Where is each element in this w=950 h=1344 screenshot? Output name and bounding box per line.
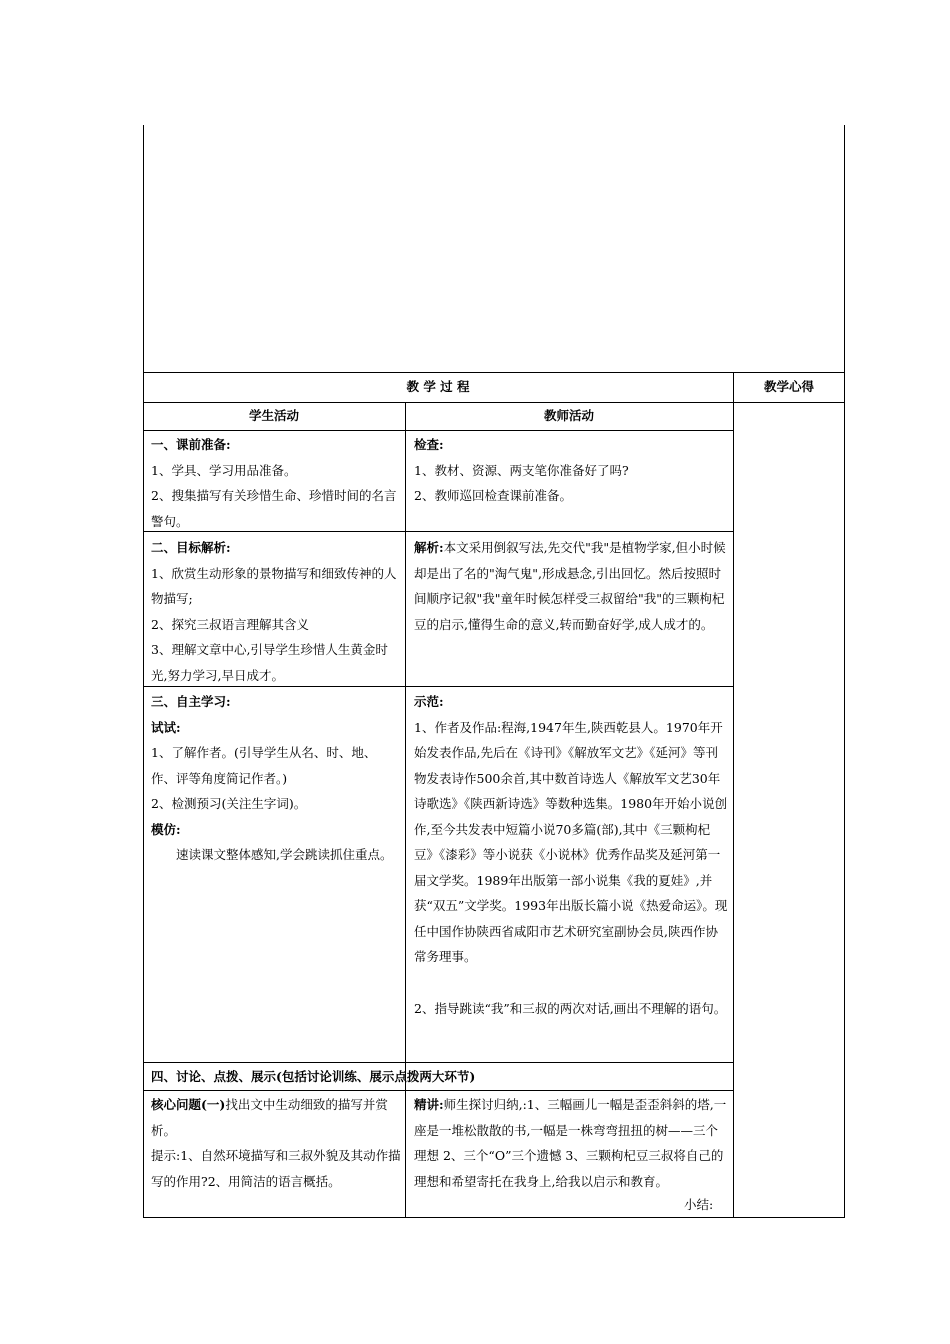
teacher-column-header: 教师活动 <box>543 408 594 423</box>
section-four-title: 四、讨论、点拨、展示(包括讨论训练、展示点拨两大环节) <box>151 1069 476 1084</box>
explain-text: 师生探讨归纳,:1、三幅画儿一幅是歪歪斜斜的塔,一座是一堆松散散的书,一幅是一株弯弯扭扭的树——三个理想 2、三个“O”三个遗憾 3、三颗枸杞豆三叔将自己的理想和希望寄托在我身上,给我以启示和教育。 <box>414 1097 727 1189</box>
row1-student-line: 1、学具、学习用品准备。 <box>151 462 297 478</box>
row1-student <box>151 432 401 534</box>
row4-student <box>151 1092 401 1194</box>
row2-teacher-label: 解析: <box>414 540 444 555</box>
core-question-text: 找出文中生动细致的描写并赏析。 <box>151 1097 388 1138</box>
core-question-label: 核心问题(一) <box>151 1097 226 1112</box>
explain-label: 精讲: <box>414 1097 444 1112</box>
top-right-border <box>844 125 845 1218</box>
row3-bottom <box>143 1062 734 1063</box>
row4-teacher <box>414 1092 728 1194</box>
row2-student-line: 1、欣赏生动形象的景物描写和细致传神的人物描写; <box>151 565 397 606</box>
row3-teacher-text2: 2、指导跳读“我”和三叔的两次对话,画出不理解的语句。 <box>414 1000 727 1016</box>
row3-teacher-heading: 示范: <box>414 694 444 709</box>
process-title: 教 学 过 程 <box>406 379 470 394</box>
try-line: 2、检测预习(关注生字词)。 <box>151 796 307 811</box>
imitate-label: 模仿: <box>151 821 181 837</box>
try-label: 试试: <box>151 719 181 735</box>
row1-teacher <box>414 432 728 509</box>
row1-student-line: 2、搜集描写有关珍惜生命、珍惜时间的名言警句。 <box>151 488 397 529</box>
column-divider-upper <box>405 402 406 1090</box>
row2-teacher-text: 本文采用倒叙写法,先交代"我"是植物学家,但小时候却是出了名的"淘气鬼",形成悬念,引出回忆。然后按照时间顺序记叙"我"童年时候怎样受三叔留给"我"的三颗枸杞豆的启示,懂得生命的意义,转而勤奋好学,成人成才的。 <box>414 540 726 632</box>
reflection-title: 教学心得 <box>763 379 814 394</box>
col-header-bottom <box>143 430 734 431</box>
row2-student-line: 3、理解文章中心,引导学生珍惜人生黄金时光,努力学习,早日成才。 <box>151 642 388 683</box>
student-column-header: 学生活动 <box>248 408 299 423</box>
core-question-hint: 提示:1、自然环境描写和三叔外貌及其动作描写的作用?2、用简洁的语言概括。 <box>151 1148 401 1189</box>
header-top-line <box>143 372 845 373</box>
table-bottom <box>143 1217 845 1218</box>
row4-header-bottom <box>143 1090 734 1091</box>
row2-student-heading: 二、目标解析: <box>151 540 231 555</box>
row2-student <box>151 535 401 688</box>
imitate-text: 速读课文整体感知,学会跳读抓住重点。 <box>176 847 393 862</box>
try-line: 1、了解作者。(引导学生从名、时、地、作、评等角度简记作者。) <box>151 745 377 786</box>
row3-student-heading: 三、自主学习: <box>151 694 231 709</box>
column-divider-lower <box>405 1090 406 1218</box>
row1-teacher-line: 2、教师巡回检查课前准备。 <box>414 488 572 503</box>
row3-teacher <box>414 689 728 1021</box>
row1-student-heading: 一、课前准备: <box>151 437 231 452</box>
row3-student <box>151 689 401 868</box>
row1-teacher-line: 1、教材、资源、两支笔你准备好了吗? <box>414 462 629 478</box>
row1-teacher-heading: 检查: <box>414 437 444 452</box>
row2-student-line: 2、探究三叔语言理解其含义 <box>151 616 309 632</box>
summary-label: 小结: <box>684 1197 714 1212</box>
top-left-border <box>143 125 144 1218</box>
process-divider <box>733 372 734 1218</box>
row2-teacher <box>414 535 728 637</box>
row3-teacher-text1: 1、作者及作品:程海,1947年生,陕西乾县人。1970年开始发表作品,先后在《诗刊》《解放军文艺》《延河》等刊物发表诗作500余首,其中数首诗选人《解放军文艺30年诗歌选》《陕西新诗选》等数种选集。1980年开始小说创作,至今共发表中短篇小说70多篇(部),其中《三颗枸杞豆》《漆彩》等小说获《小说林》优秀作品奖及延河第一届文学奖。1989年出版第一部小说集《我的夏娃》,并获“双五”文学奖。1993年出版长篇小说《热爱命运》。现任中国作协陕西省咸阳市艺术研究室副协会员,陕西作协常务理事。 <box>414 719 728 964</box>
